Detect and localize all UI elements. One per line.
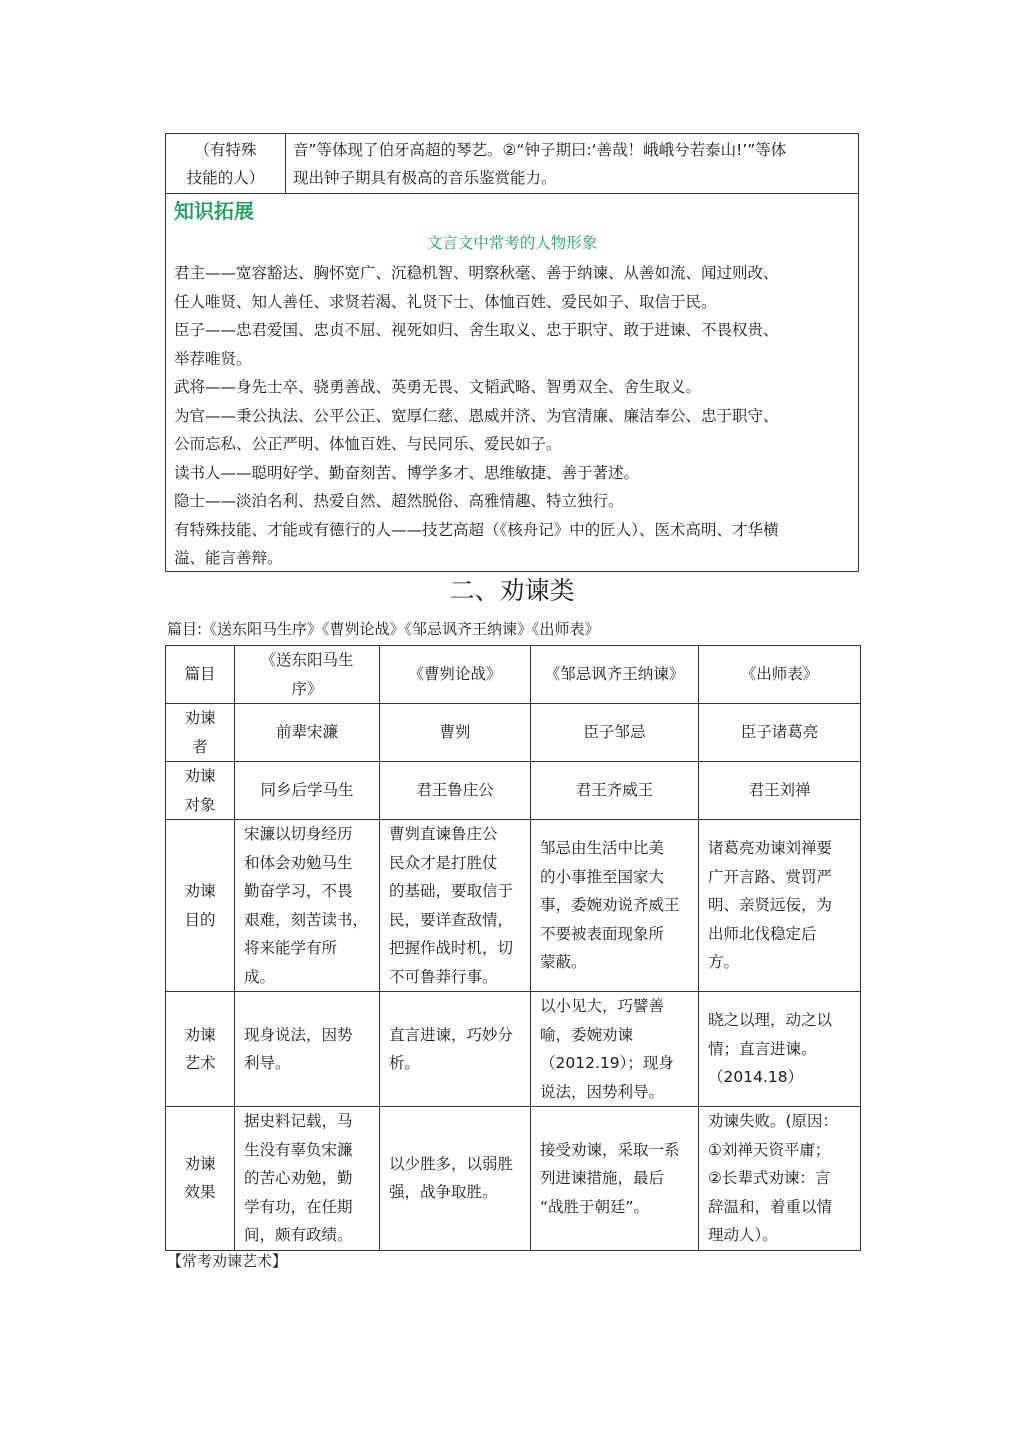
article-list: 篇目:《送东阳马生序》《曹刿论战》《邹忌讽齐王纳谏》《出师表》 (167, 620, 600, 638)
cell-line: 不可鲁莽行事。 (389, 967, 498, 986)
table-cell-col-1 (235, 992, 380, 1107)
knowledge-extension-subtitle: 文言文中常考的人物形象 (426, 234, 598, 252)
trait-line: 为官——秉公执法、公平公正、宽厚仁慈、恩威并济、为官清廉、廉洁奉公、忠于职守、 (174, 406, 779, 425)
cell-line: 成。 (244, 967, 276, 986)
knowledge-extension-title: 知识拓展 (174, 199, 254, 223)
section-heading: 二、劝谏类 (449, 576, 575, 605)
cell-line: 宋濂以切身经历 (244, 825, 353, 843)
cell-line: 邹忌由生活中比美 (540, 839, 665, 858)
cell-line: 君王齐威王 (575, 781, 654, 800)
row-label-line: （有特殊 (194, 141, 257, 159)
table-cell-col-3 (531, 1107, 699, 1251)
row-label-line: 技能的人） (186, 169, 265, 187)
row-header-cell (166, 762, 235, 820)
table-row (166, 646, 861, 704)
table-cell-col-4 (699, 762, 861, 820)
table-cell-col-1 (235, 704, 380, 762)
row-header-cell (166, 704, 235, 762)
cell-line: 蒙蔽。 (540, 953, 587, 972)
cell-line: 勤奋学习，不畏 (244, 882, 353, 900)
table-cell-col-2 (380, 646, 531, 704)
row-header-line: 劝谏 (184, 1154, 216, 1173)
table-cell-col-2 (380, 820, 531, 992)
cell-line: 民众才是打胜仗 (389, 853, 498, 872)
table-row (166, 762, 861, 820)
trait-line: 武将——身先士卒、骁勇善战、英勇无畏、文韬武略、智勇双全、舍生取义。 (174, 378, 702, 396)
row-header-cell (166, 992, 235, 1107)
row-header-line: 劝谏 (184, 882, 216, 900)
trait-line: 隐士——淡泊名利、热爱自然、超然脱俗、高雅情趣、特立独行。 (174, 492, 624, 510)
trait-line: 公而忘私、公正严明、体恤百姓、与民同乐、爱民如子。 (174, 435, 562, 453)
cell-line: 广开言路、赏罚严 (708, 867, 833, 886)
cell-line: 理动人）。 (708, 1226, 778, 1244)
table-row (166, 820, 861, 992)
table-cell-col-1 (235, 1107, 380, 1251)
row-header-line: 效果 (184, 1183, 216, 1202)
table-cell-col-2 (380, 1107, 531, 1251)
trait-line: 举荐唯贤。 (174, 349, 252, 368)
cell-line: ①刘禅天资平庸； (708, 1140, 831, 1159)
row-header-cell (166, 646, 235, 704)
row-header-cell (166, 1107, 235, 1251)
cell-line: 明、亲贤远佞，为 (708, 896, 833, 915)
table-cell-col-4 (699, 1107, 861, 1251)
cell-line: 学有功，在任期 (244, 1197, 353, 1216)
trait-line: 任人唯贤、知人善任、求贤若渴、礼贤下士、体恤百姓、爱民如子、取信于民。 (174, 292, 717, 311)
cell-line: 诸葛亮劝谏刘禅要 (708, 839, 833, 858)
row-header-line: 目的 (184, 910, 216, 929)
cell-line: 列进谏措施，最后 (540, 1169, 665, 1187)
table-row (166, 992, 861, 1107)
cell-line: 强，战争取胜。 (389, 1183, 498, 1202)
trait-line: 溢、能言善辩。 (174, 549, 283, 567)
row-header-line: 劝谏 (184, 767, 216, 785)
row-header-line: 劝谏 (184, 1025, 216, 1044)
cell-line: 劝谏失败。(原因： (708, 1112, 839, 1130)
cell-line: 情；直言进谏。 (708, 1039, 817, 1058)
row-header-line: 艺术 (184, 1054, 216, 1072)
cell-line: 喻，委婉劝谏 (540, 1025, 634, 1044)
cell-line: 现身说法，因势 (244, 1025, 353, 1044)
table-body (166, 646, 861, 1251)
cell-line: 同乡后学马生 (260, 781, 354, 800)
cell-line: 的苦心劝勉，勤 (244, 1169, 353, 1187)
trait-line: 有特殊技能、才能或有德行的人——技艺高超（《核舟记》中的匠人）、医术高明、才华横 (174, 520, 779, 539)
cell-line: 《曹刿论战》 (408, 665, 502, 684)
trait-line: 读书人——聪明好学、勤奋刻苦、博学多才、思维敏捷、善于著述。 (174, 463, 640, 482)
cell-line: 说法，因势利导。 (540, 1082, 665, 1101)
row-header-line: 劝谏 (184, 709, 216, 727)
cell-line: 曹刿 (439, 723, 471, 742)
table-cell-col-3 (531, 646, 699, 704)
table-row (166, 704, 861, 762)
remonstrance-table (165, 645, 861, 1251)
trait-line: 臣子——忠君爱国、忠贞不屈、视死如归、舍生取义、忠于职守、敢于进谏、不畏权贵、 (174, 321, 779, 339)
cell-line: 的小事推至国家大 (540, 867, 665, 886)
cell-line: 臣子邹忌 (583, 723, 646, 742)
cell-line: 据史料记载，马 (244, 1112, 353, 1130)
cell-line: 艰难，刻苦读书， (244, 910, 369, 929)
cell-line: 民，要详查敌情， (389, 910, 514, 929)
table-cell-col-4 (699, 646, 861, 704)
cell-line: 直言进谏，巧妙分 (389, 1025, 514, 1044)
row-header-line: 对象 (184, 795, 216, 814)
table-cell-col-4 (699, 992, 861, 1107)
cell-line: “战胜于朝廷”。 (540, 1197, 650, 1216)
cell-line: （2012.19）；现身 (540, 1054, 674, 1072)
cell-line: 前辈宋濂 (275, 723, 338, 742)
cell-line: 生没有辜负宋濂 (244, 1140, 353, 1159)
cell-line: 辞温和，着重以情 (708, 1197, 833, 1216)
cell-line: 以小见大，巧譬善 (540, 997, 665, 1015)
row-header-cell (166, 820, 235, 992)
cell-line: 臣子诸葛亮 (740, 723, 819, 742)
table-row (166, 1107, 861, 1251)
footer-note: 【常考劝谏艺术】 (167, 1252, 288, 1270)
row-content (293, 134, 852, 192)
cell-line: 以少胜多，以弱胜 (389, 1154, 514, 1173)
cell-line: 事，委婉劝说齐威王 (540, 896, 680, 915)
cell-line: 间，颇有政绩。 (244, 1226, 353, 1244)
cell-line: 和体会劝勉马生 (244, 853, 353, 872)
table-cell-col-3 (531, 704, 699, 762)
row-header-line: 篇目 (184, 665, 216, 684)
table-cell-col-2 (380, 992, 531, 1107)
cell-line: ②长辈式劝谏：言 (708, 1169, 831, 1187)
cell-line: 曹刿直谏鲁庄公 (389, 825, 498, 843)
table-cell-col-2 (380, 762, 531, 820)
table-cell-col-1 (235, 762, 380, 820)
cell-line: 晓之以理，动之以 (708, 1011, 833, 1030)
cell-line: 将来能学有所 (244, 939, 338, 957)
table-cell-col-3 (531, 992, 699, 1107)
cell-line: 接受劝谏，采取一系 (540, 1140, 680, 1159)
cell-line: 的基础，要取信于 (389, 882, 514, 900)
trait-line: 君主——宽容豁达、胸怀宽广、沉稳机智、明察秋毫、善于纳谏、从善如流、闻过则改、 (174, 264, 779, 282)
continued-table-row (166, 134, 858, 194)
continued-table-box (165, 133, 859, 572)
table-cell-col-1 (235, 820, 380, 992)
cell-line: 析。 (389, 1054, 421, 1072)
table-cell-col-3 (531, 762, 699, 820)
cell-line: 出师北伐稳定后 (708, 924, 817, 943)
row-header-line: 者 (192, 737, 208, 756)
cell-line: 君王刘禅 (748, 781, 811, 800)
cell-line: 《送东阳马生 (260, 651, 354, 669)
cell-line: （2014.18） (708, 1068, 804, 1087)
table-cell-col-1 (235, 646, 380, 704)
cell-line: 《邹忌讽齐王纳谏》 (544, 665, 685, 684)
cell-line: 序》 (291, 679, 323, 698)
table-cell-col-3 (531, 820, 699, 992)
cell-line: 君王鲁庄公 (416, 781, 494, 800)
cell-line: 不要被表面现象所 (540, 924, 665, 943)
cell-line: 方。 (708, 953, 740, 972)
cell-line: 利导。 (244, 1054, 291, 1072)
row-content-line: 现出钟子期具有极高的音乐鉴赏能力。 (293, 169, 557, 187)
row-content-line: 音”等体现了伯牙高超的琴艺。②“钟子期曰:‘善哉！峨峨兮若泰山!’”等体 (293, 141, 787, 159)
cell-line: 《出师表》 (740, 665, 819, 684)
table-cell-col-4 (699, 704, 861, 762)
table-cell-col-4 (699, 820, 861, 992)
character-traits-list (174, 259, 850, 573)
table-cell-col-2 (380, 704, 531, 762)
row-label (166, 134, 286, 193)
cell-line: 把握作战时机，切 (389, 939, 514, 957)
